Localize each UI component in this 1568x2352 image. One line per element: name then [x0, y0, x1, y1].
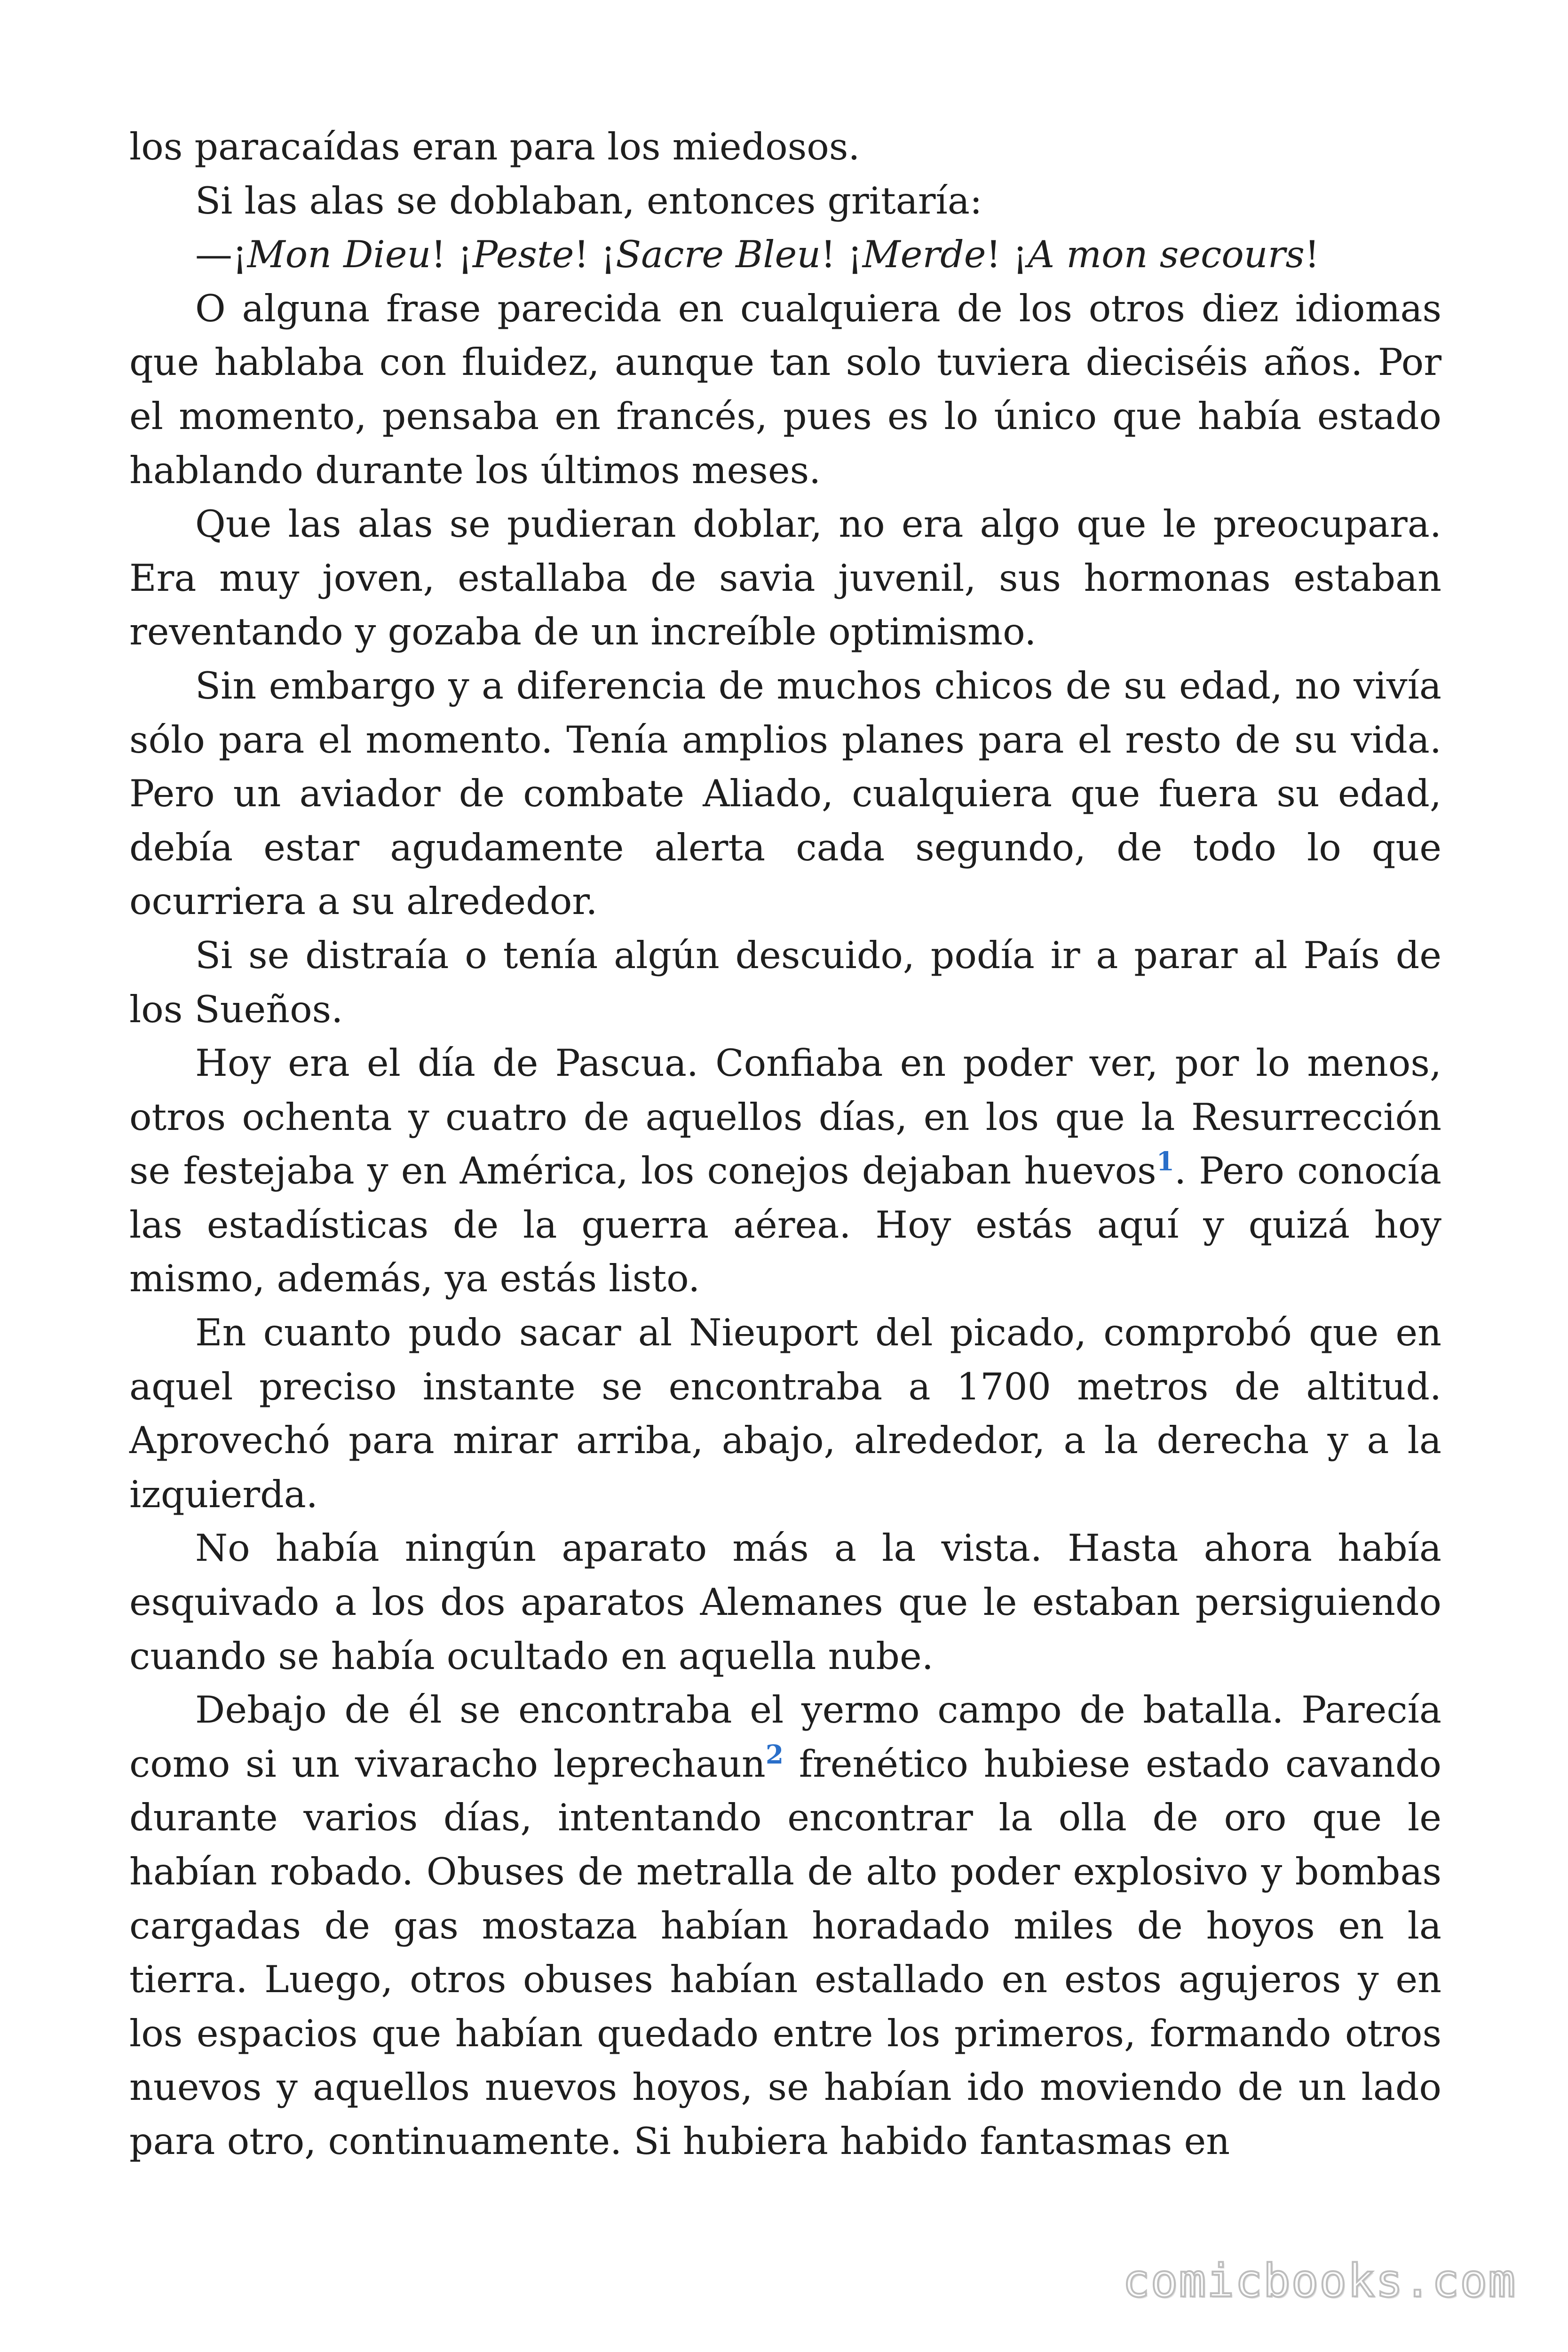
text-run: ! ¡ — [431, 233, 473, 277]
italic-text-run: Sacre Bleu — [616, 233, 821, 277]
paragraph — [129, 1306, 1441, 1521]
text-run: los paracaídas eran para los miedosos. — [129, 125, 860, 168]
paragraph — [129, 1036, 1441, 1306]
text-run: . Pero conocía las estadísticas de la guerra aérea. Hoy estás aquí y quizá hoy mismo, además, ya estás listo. — [129, 1149, 1441, 1301]
text-run: ! ¡ — [574, 233, 616, 277]
italic-text-run: Peste — [473, 233, 574, 277]
text-run: Sin embargo y a diferencia de muchos chicos de su edad, no vivía sólo para el momento. Tenía amplios planes para el resto de su vida. Pero un aviador de combate Aliado, cualquiera que fuera su edad, debía estar agudamente alerta cada segundo, de todo lo que ocurriera a su alrededor. — [129, 664, 1441, 923]
paragraph — [129, 929, 1441, 1036]
italic-text-run: Mon Dieu — [247, 233, 431, 277]
text-run: Si las alas se doblaban, entonces gritaría: — [195, 179, 982, 222]
paragraph — [129, 497, 1441, 659]
text-run: ! ¡ — [986, 233, 1028, 277]
footnote-link-2[interactable]: 2 — [765, 1739, 784, 1770]
text-run: No había ningún aparato más a la vista. Hasta ahora había esquivado a los dos aparatos Alemanes que le estaban persiguiendo cuando se había ocultado en aquella nube. — [129, 1526, 1441, 1678]
text-run: frenético hubiese estado cavando durante varios días, intentando encontrar la olla de oro que le habían robado. Obuses de metralla de alto poder explosivo y bombas cargadas de gas mostaza habían horadado miles de hoyos en la tierra. Luego, otros obuses habían estallado en estos agujeros y en los espacios que habían quedado entre los primeros, formando otros nuevos y aquellos nuevos hoyos, se habían ido moviendo de un lado para otro, continuamente. Si hubiera habido fantasmas en — [129, 1742, 1441, 2163]
paragraph — [129, 228, 1441, 282]
paragraph — [129, 282, 1441, 497]
paragraph — [129, 659, 1441, 929]
text-run: —¡ — [195, 233, 247, 277]
paragraph — [129, 1683, 1441, 2168]
text-run: En cuanto pudo sacar al Nieuport del picado, comprobó que en aquel preciso instante se encontraba a 1700 metros de altitud. Aprovechó para mirar arriba, abajo, alrededor, a la derecha y a la izquierda. — [129, 1311, 1441, 1516]
text-run: ! — [1304, 233, 1320, 277]
text-run: Debajo de él se encontraba el yermo campo de batalla. Parecía como si un vivaracho leprechaun — [129, 1688, 1441, 1786]
footnote-link-1[interactable]: 1 — [1156, 1146, 1174, 1177]
text-run: Si se distraía o tenía algún descuido, podía ir a parar al País de los Sueños. — [129, 933, 1441, 1031]
italic-text-run: A mon secours — [1028, 233, 1305, 277]
text-run: Hoy era el día de Pascua. Confiaba en poder ver, por lo menos, otros ochenta y cuatro de aquellos días, en los que la Resurrección se festejaba y en América, los conejos dejaban huevos — [129, 1041, 1441, 1193]
italic-text-run: Merde — [862, 233, 986, 277]
paragraph — [129, 120, 1441, 174]
paragraph — [129, 174, 1441, 228]
page-text — [129, 120, 1441, 2169]
text-run: Que las alas se pudieran doblar, no era algo que le preocupara. Era muy joven, estallaba de savia juvenil, sus hormonas estaban reventando y gozaba de un increíble optimismo. — [129, 502, 1441, 654]
paragraph — [129, 1521, 1441, 1683]
watermark: comicbooks.com — [1122, 2255, 1516, 2307]
text-run: ! ¡ — [821, 233, 863, 277]
text-run: O alguna frase parecida en cualquiera de los otros diez idiomas que hablaba con fluidez, aunque tan solo tuviera dieciséis años. Por el momento, pensaba en francés, pues es lo único que había estado hablando durante los últimos meses. — [129, 286, 1441, 492]
